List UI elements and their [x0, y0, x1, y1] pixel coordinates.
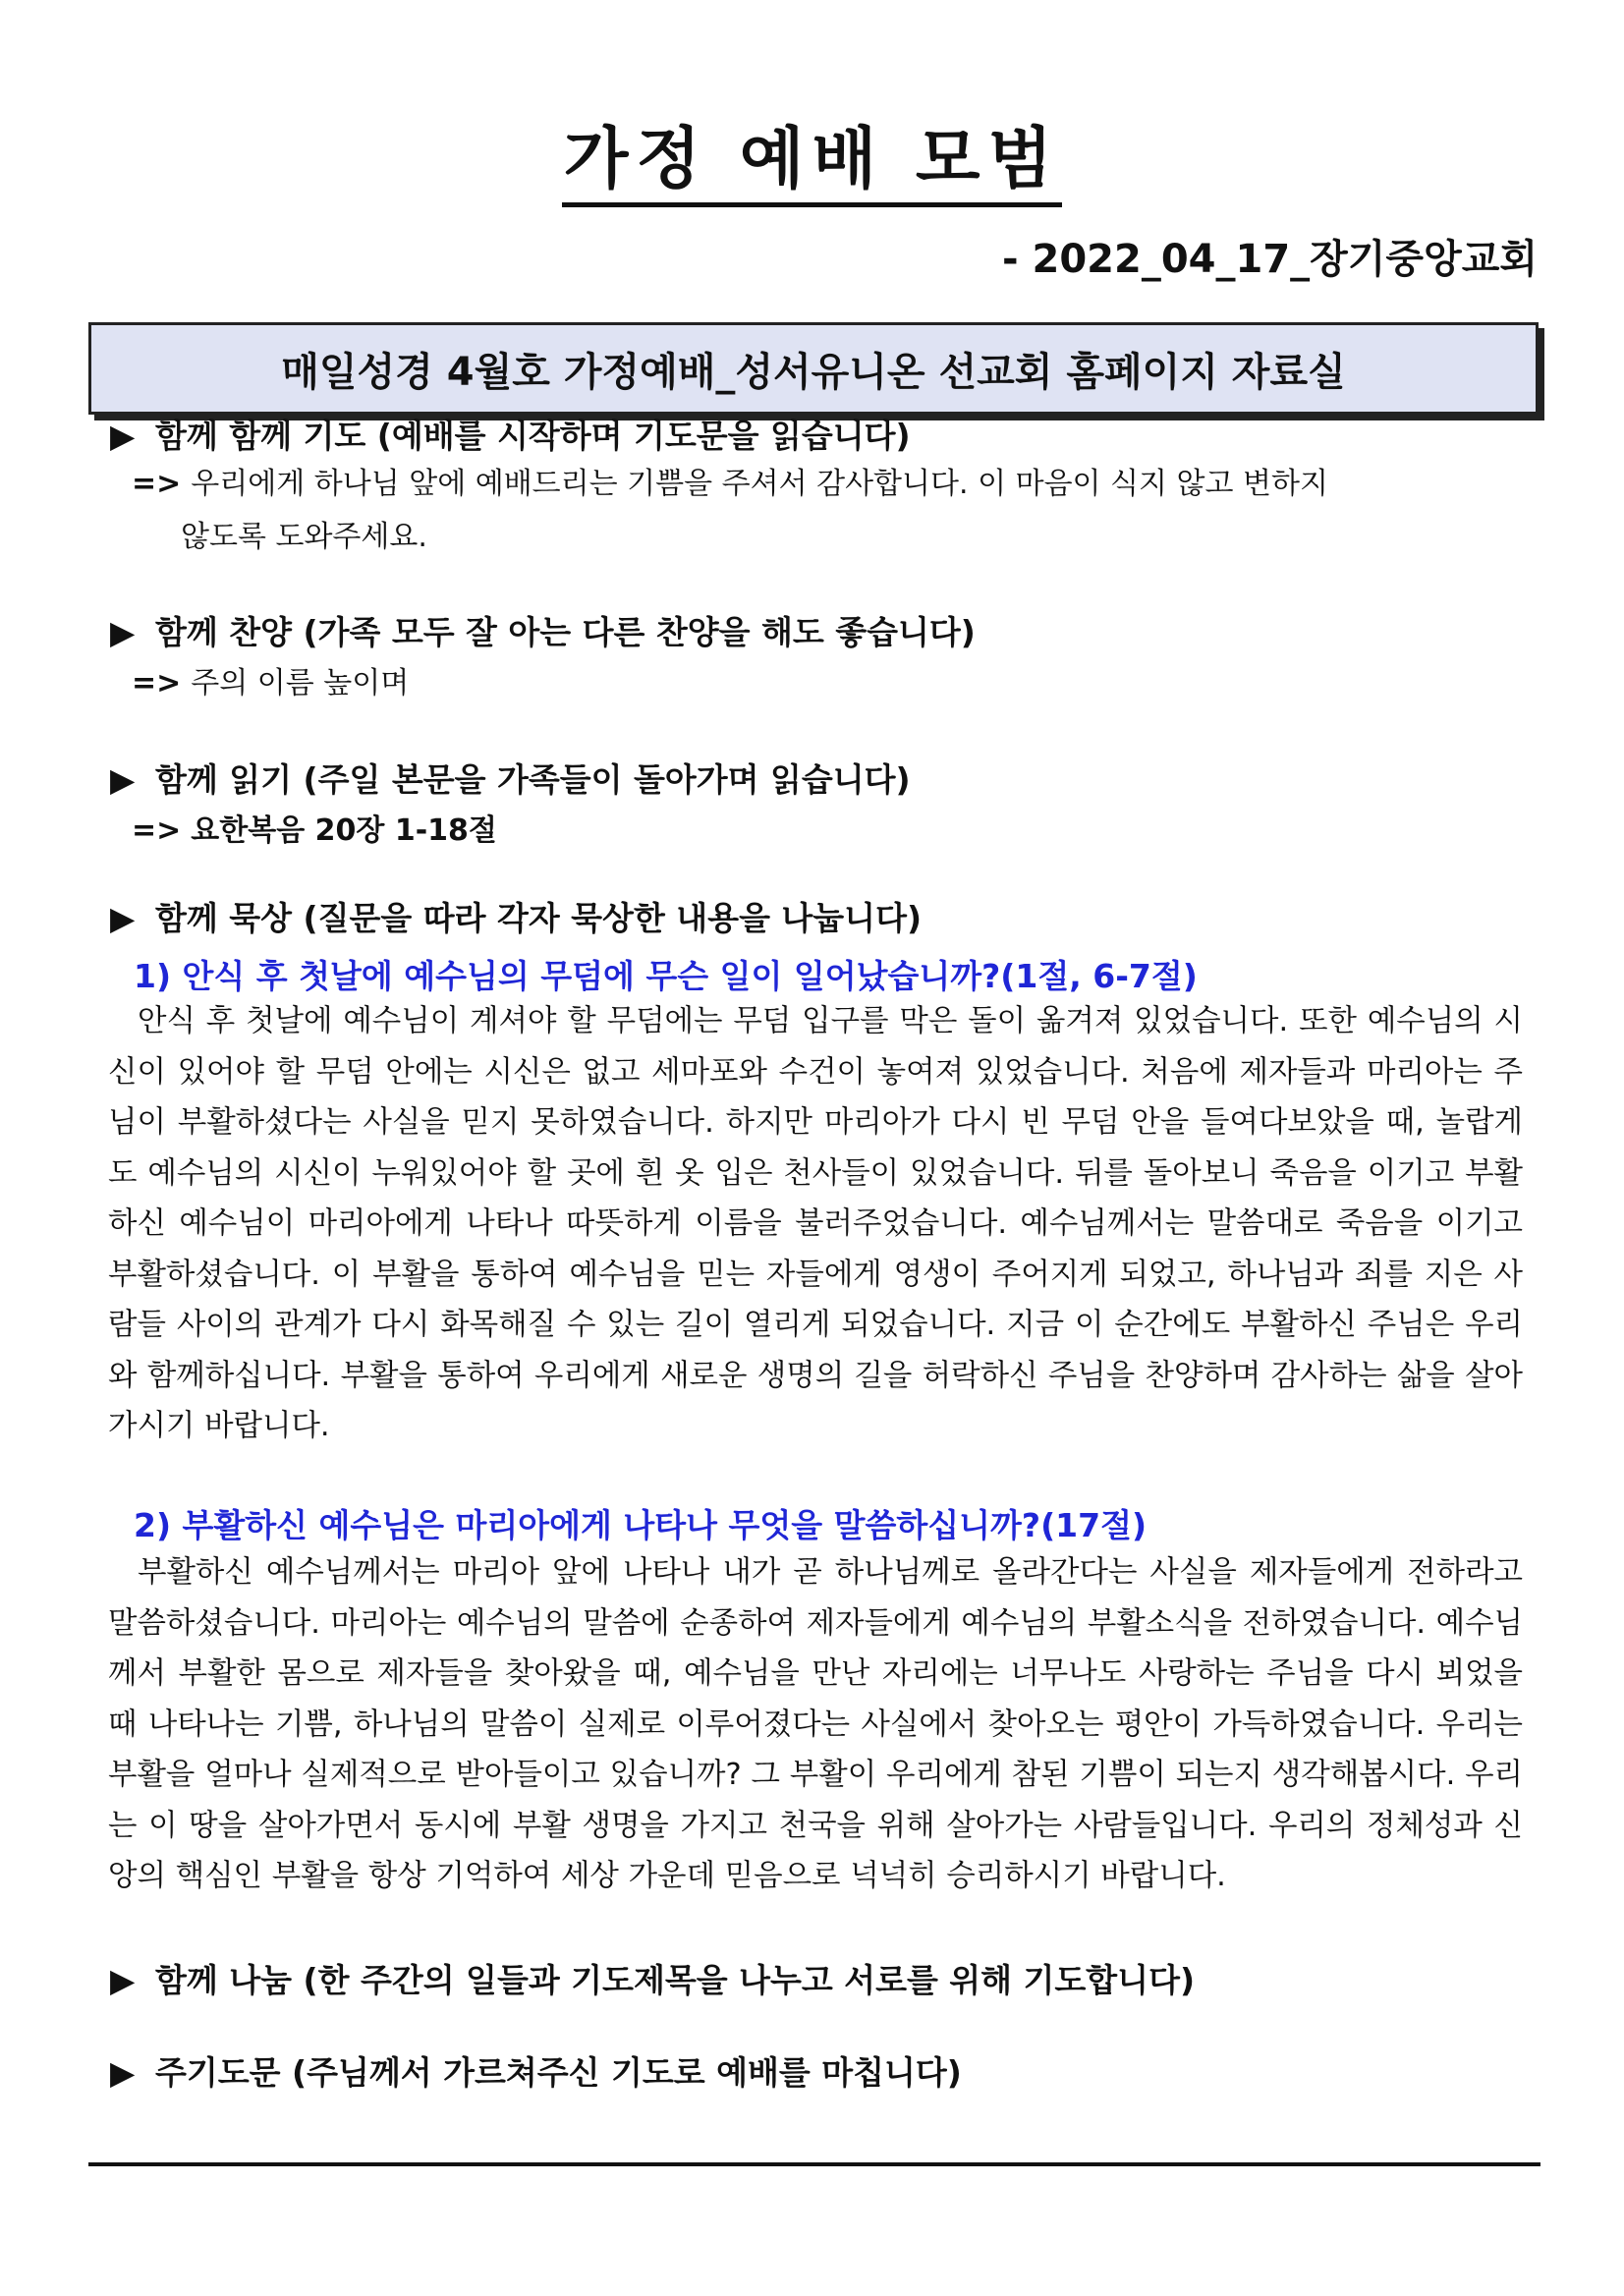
sharing-heading-text: 함께 나눔 (한 주간의 일들과 기도제목을 나누고 서로를 위해 기도합니다) [155, 1961, 1196, 1999]
reading-answer [132, 805, 1409, 858]
answer-paragraph-2: 부활하신 예수님께서는 마리아 앞에 나타나 내가 곧 하나님께로 올라간다는 사실을 제자들에게 전하라고 말씀하셨습니다. 마리아는 예수님의 말씀에 순종하여 제자들에게 예수님의 부활소식을 전하였습니다. 예수님께서 부활한 몸으로 제자들을 찾아왔을 때, 예수님을 만난 자리에는 너무나도 사랑하는 주님을 다시 뵈었을 때 나타나는 기쁨, 하나님의 말씀이 실제로 이루어졌다는 사실에서 찾아오는 평안이 가득하였습니다. 우리는 부활을 얼마나 실제적으로 받아들이고 있습니까? 그 부활이 우리에게 참된 기쁨이 되는지 생각해봅시다. 우리는 이 땅을 살아가면서 동시에 부활 생명을 가지고 천국을 위해 살아가는 사람들입니다. 우리의 정체성과 신앙의 핵심인 부활을 항상 기억하여 세상 가운데 믿음으로 넉넉히 승리하시기 바랍니다. [108, 1555, 1523, 1893]
prayer-line-1-text: 우리에게 하나님 앞에 예배드리는 기쁨을 주셔서 감사합니다. 이 마음이 식지 않고 변하지 [191, 467, 1328, 501]
prayer-line-1 [132, 458, 1409, 511]
praise-heading [110, 607, 976, 653]
prayer-line-2: 않도록 도와주세요. [181, 520, 427, 554]
answer-paragraph-1: 안식 후 첫날에 예수님이 계셔야 할 무덤에는 무덤 입구를 막은 돌이 옮겨져 있었습니다. 또한 예수님의 시신이 있어야 할 무덤 안에는 시신은 없고 세마포와 수건이 놓여져 있었습니다. 처음에 제자들과 마리아는 주님이 부활하셨다는 사실을 믿지 못하였습니다. 하지만 마리아가 다시 빈 무덤 안을 들여다보았을 때, 놀랍게도 예수님의 시신이 누워있어야 할 곳에 흰 옷 입은 천사들이 있었습니다. 뒤를 돌아보니 죽음을 이기고 부활하신 예수님이 마리아에게 나타나 따뜻하게 이름을 불러주었습니다. 예수님께서는 말씀대로 죽음을 이기고 부활하셨습니다. 이 부활을 통하여 예수님을 믿는 자들에게 영생이 주어지게 되었고, 하나님과 죄를 지은 사람들 사이의 관계가 다시 화목해질 수 있는 길이 열리게 되었습니다. 지금 이 순간에도 부활하신 주님은 우리와 함께하십니다. 부활을 통하여 우리에게 새로운 생명의 길을 허락하신 주님을 찬양하며 감사하는 삶을 살아가시기 바랍니다. [108, 1004, 1523, 1443]
meditation-heading [110, 893, 922, 939]
footer-divider [88, 2162, 1540, 2166]
arrow-icon: => [132, 467, 182, 501]
lords-prayer-heading [110, 2047, 962, 2094]
dateline: - 2022_04_17_장기중앙교회 [1001, 237, 1538, 282]
page-title-text: 가정 예배 모범 [562, 121, 1062, 207]
triangle-bullet-icon: ▶ [110, 417, 136, 455]
prayer-heading [110, 411, 911, 457]
lords-prayer-heading-text: 주기도문 (주님께서 가르쳐주신 기도로 예배를 마칩니다) [155, 2053, 962, 2092]
triangle-bullet-icon: ▶ [110, 2053, 136, 2092]
triangle-bullet-icon: ▶ [110, 899, 136, 937]
reading-heading-text: 함께 읽기 (주일 본문을 가족들이 돌아가며 읽습니다) [155, 760, 911, 799]
reading-heading [110, 755, 911, 801]
arrow-icon: => [132, 666, 182, 700]
source-banner-text: 매일성경 4월호 가정예배_성서유니온 선교회 홈페이지 자료실 [281, 349, 1346, 395]
question-1: 1) 안식 후 첫날에 예수님의 무덤에 무슨 일이 일어났습니까?(1절, 6-7절) [134, 957, 1198, 995]
triangle-bullet-icon: ▶ [110, 760, 136, 799]
triangle-bullet-icon: ▶ [110, 1961, 136, 1999]
triangle-bullet-icon: ▶ [110, 613, 136, 651]
prayer-heading-text: 함께 함께 기도 (예배를 시작하며 기도문을 읽습니다) [155, 417, 911, 455]
arrow-icon: => [132, 813, 182, 848]
question-2: 2) 부활하신 예수님은 마리아에게 나타나 무엇을 말씀하십니까?(17절) [134, 1506, 1148, 1544]
praise-heading-text: 함께 찬양 (가족 모두 잘 아는 다른 찬양을 해도 좋습니다) [155, 613, 976, 651]
prayer-answer [132, 458, 1409, 564]
praise-answer [132, 657, 1409, 710]
page-title [0, 106, 1624, 201]
source-banner [88, 322, 1539, 415]
praise-answer-text: 주의 이름 높이며 [191, 666, 410, 700]
meditation-heading-text: 함께 묵상 (질문을 따라 각자 묵상한 내용을 나눕니다) [155, 899, 923, 937]
reading-answer-text: 요한복음 20장 1-18절 [191, 813, 497, 848]
sharing-heading [110, 1955, 1195, 2001]
